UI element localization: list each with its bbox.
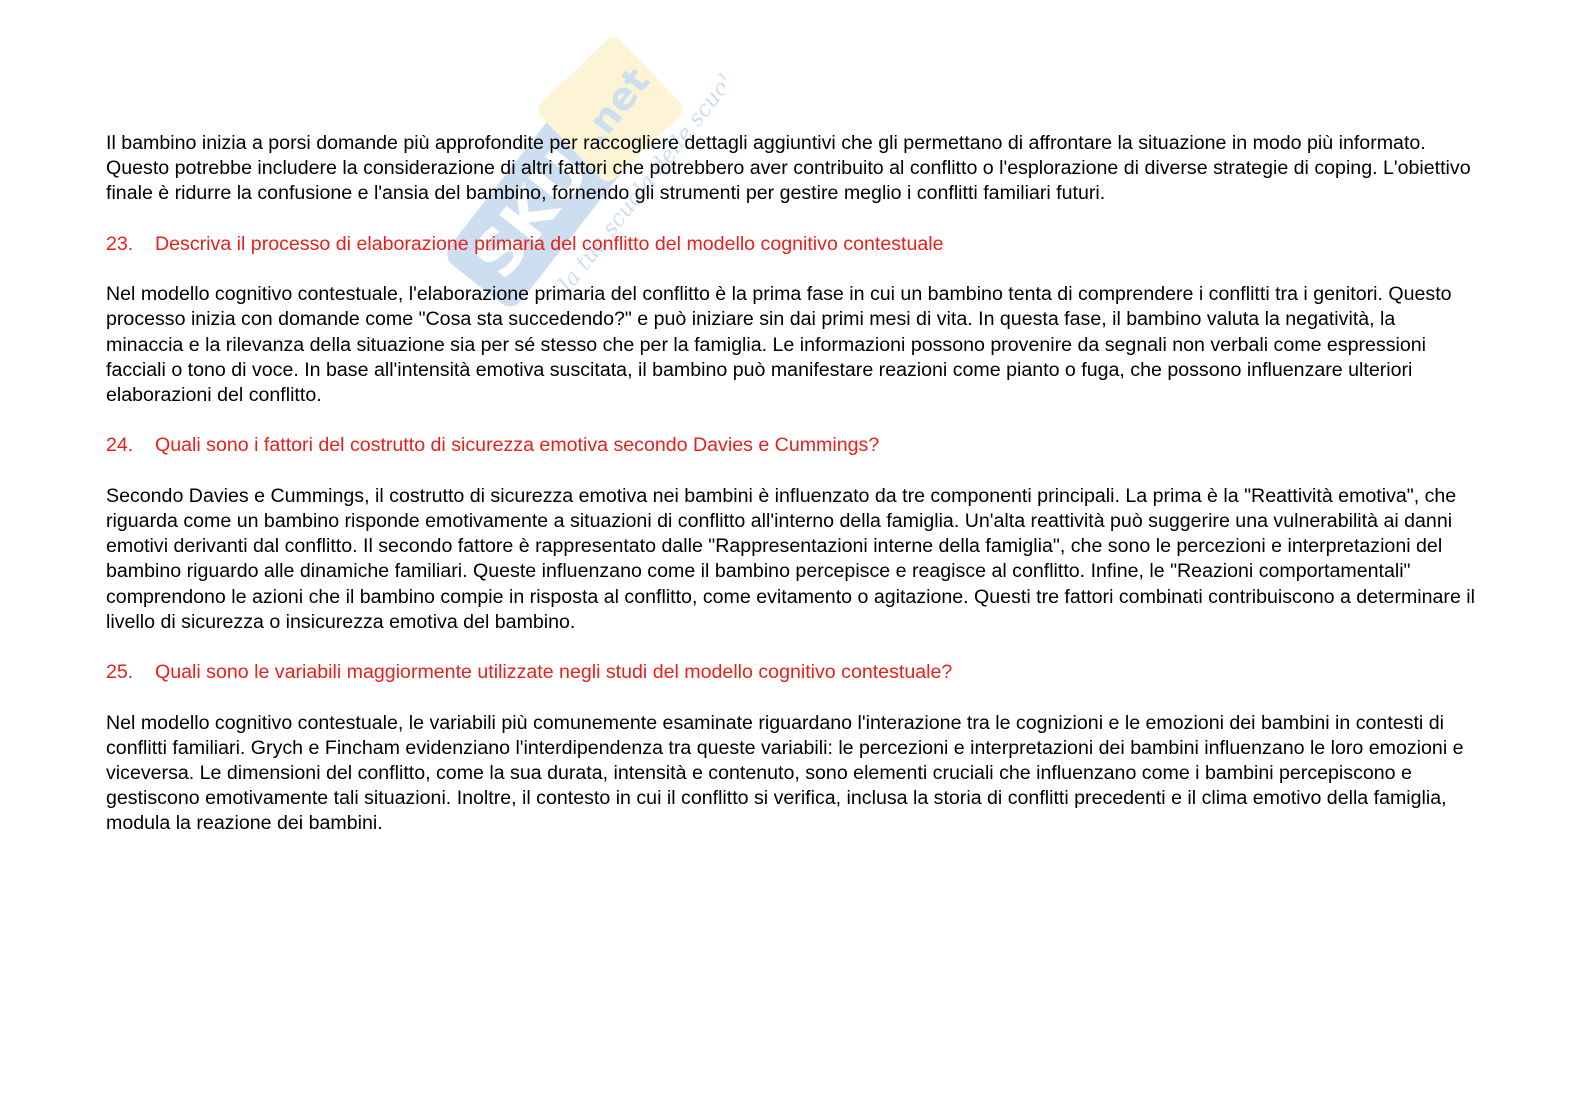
question-number: 25. bbox=[106, 661, 134, 684]
svg-text:SKU: SKU bbox=[458, 134, 604, 292]
svg-text:la tua scuola delle scuole: la tua scuola delle scuole bbox=[554, 59, 725, 297]
question-heading-24 bbox=[106, 433, 1478, 458]
document-content bbox=[106, 131, 1478, 862]
question-title: Descriva il processo di elaborazione primaria del conflitto del modello cognitivo contestuale bbox=[155, 232, 944, 255]
answer-paragraph-23: Nel modello cognitivo contestuale, l'elaborazione primaria del conflitto è la prima fase in cui un bambino tenta di comprendere i conflitti tra i genitori. Questo processo inizia con domande come "Cosa sta succedendo?" e può iniziare sin dai primi mesi di vita. In questa fase, il bambino valuta la negatività, la minaccia e la rilevanza della situazione sia per sé stesso che per la famiglia. Le informazioni possono provenire da segnali non verbali come espressioni facciali o tono di voce. In base all'intensità emotiva suscitata, il bambino può manifestare reazioni come pianto o fuga, che possono influenzare ulteriori elaborazioni del conflitto. bbox=[106, 283, 1452, 406]
answer-paragraph-24: Secondo Davies e Cummings, il costrutto di sicurezza emotiva nei bambini è influenzato da tre componenti principali. La prima è la "Reattività emotiva", che riguarda come un bambino risponde emotivamente a situazioni di conflitto all'interno della famiglia. Un'alta reattività può suggerire una vulnerabilità ai danni emotivi derivanti dal conflitto. Il secondo fattore è rappresentato dalle "Rappresentazioni interne della famiglia", che sono le percezioni e interpretazioni del bambino riguardo alle dinamiche familiari. Queste influenzano come il bambino percepisce e reagisce al conflitto. Infine, le "Reazioni comportamentali" comprendono le azioni che il bambino compie in risposta al conflitto, come evitamento o agitazione. Questi tre fattori combinati contribuiscono a determinare il livello di sicurezza o insicurezza emotiva del bambino. bbox=[106, 484, 1476, 633]
question-title: Quali sono i fattori del costrutto di sicurezza emotiva secondo Davies e Cummings? bbox=[155, 434, 880, 457]
intro-paragraph: Il bambino inizia a porsi domande più approfondite per raccogliere dettagli aggiuntivi che gli permettano di affrontare la situazione in modo più informato. Questo potrebbe includere la considerazione di altri fattori che potrebbero aver contribuito al conflitto o l'esplorazione di diverse strategie di coping. L'obiettivo finale è ridurre la confusione e l'ansia del bambino, fornendo gli strumenti per gestire meglio i conflitti familiari futuri. bbox=[106, 132, 1471, 205]
question-heading-23 bbox=[106, 232, 1478, 257]
question-number: 24. bbox=[106, 434, 134, 457]
question-title: Quali sono le variabili maggiormente utilizzate negli studi del modello cognitivo contestuale? bbox=[155, 661, 953, 684]
question-heading-25 bbox=[106, 660, 1478, 685]
answer-paragraph-25: Nel modello cognitivo contestuale, le variabili più comunemente esaminate riguardano l'interazione tra le cognizioni e le emozioni dei bambini in contesti di conflitti familiari. Grych e Fincham evidenziano l'interdipendenza tra queste variabili: le percezioni e interpretazioni dei bambini influenzano le loro emozioni e viceversa. Le dimensioni del conflitto, come la sua durata, intensità e contenuto, sono elementi cruciali che influenzano come i bambini percepiscono e gestiscono emotivamente tali situazioni. Inoltre, il contesto in cui il conflitto si verifica, inclusa la storia di conflitti precedenti e il clima emotivo della famiglia, modula la reazione dei bambini. bbox=[106, 711, 1464, 835]
svg-text:.net: .net bbox=[571, 59, 659, 154]
question-number: 23. bbox=[106, 232, 134, 255]
